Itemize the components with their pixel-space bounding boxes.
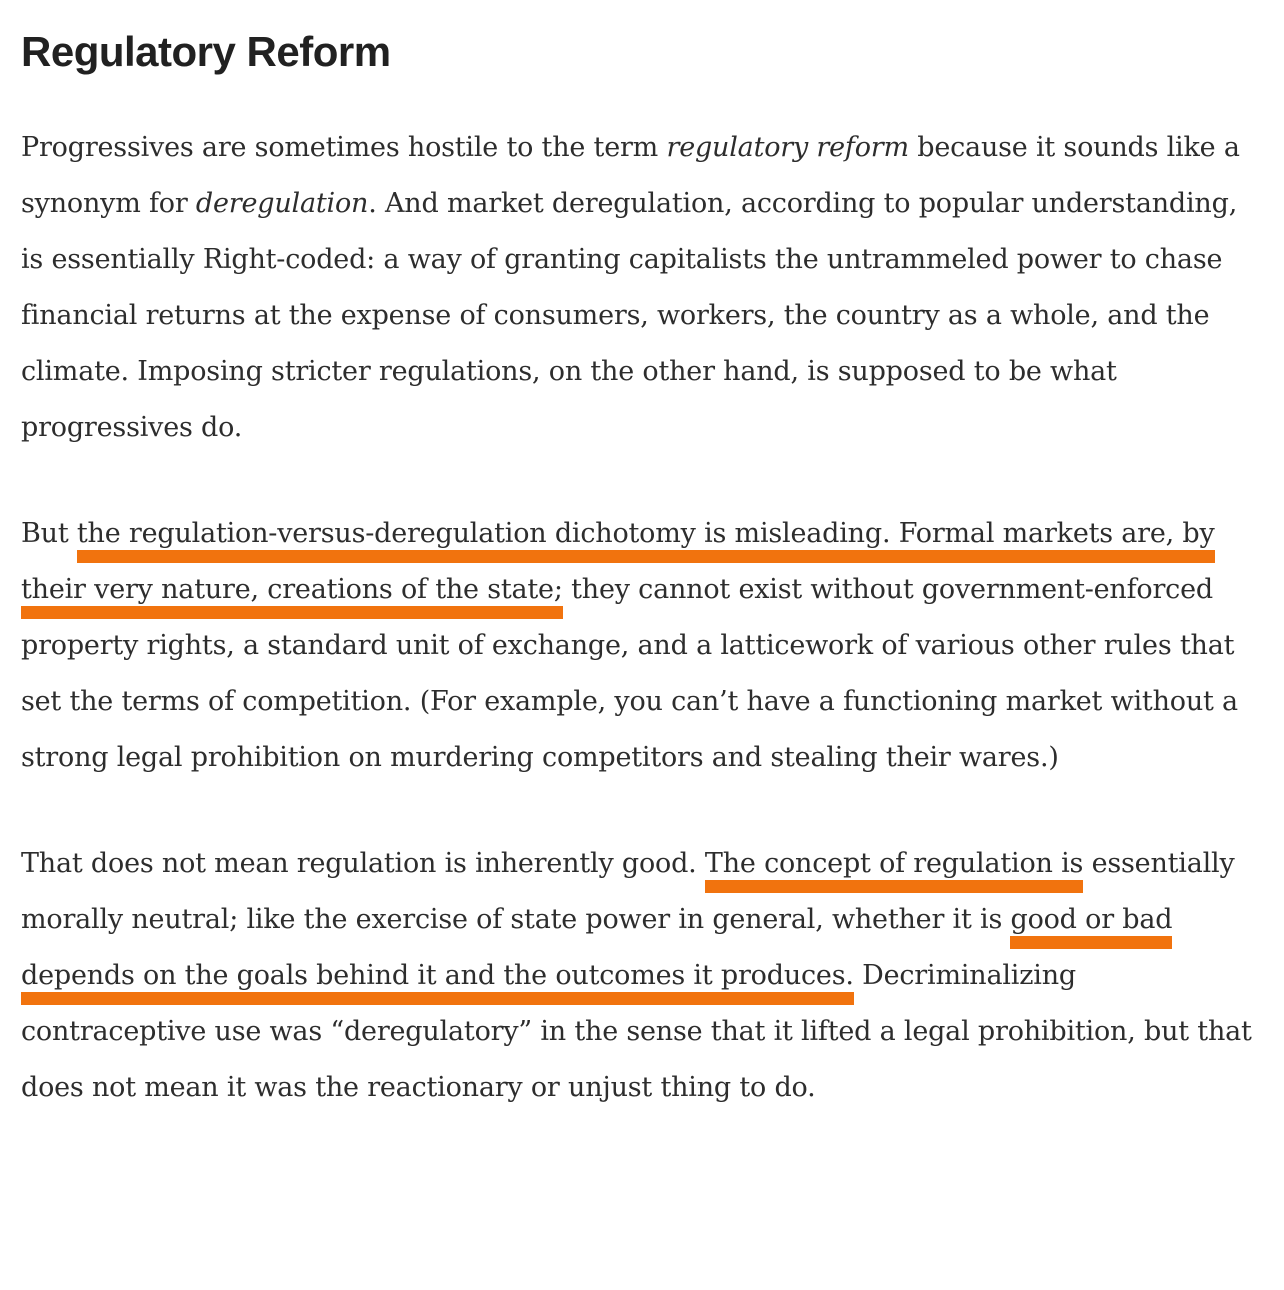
text-segment: essentially morally neutral; like the exercise of state power in general, whether it is bbox=[21, 848, 1235, 936]
italic-term-regulatory-reform: regulatory reform bbox=[666, 132, 909, 164]
text-segment: Progressives are sometimes hostile to the term bbox=[21, 132, 667, 164]
italic-term-deregulation: deregulation bbox=[195, 188, 369, 220]
text-segment: But bbox=[21, 518, 77, 550]
text-segment: Decriminalizing contraceptive use was “deregulatory” in the sense that it lifted a legal prohibition, but that does not mean it was the reactionary or unjust thing to do. bbox=[21, 960, 1252, 1104]
article-body bbox=[21, 120, 1260, 1116]
highlight-underline: the regulation-versus-deregulation dichotomy is misleading. Formal markets are, by their very nature, creations of the state; bbox=[21, 518, 1215, 619]
text-segment: . And market deregulation, according to popular understanding, is essentially Right-coded: a way of granting capitalists the untrammeled power to chase financial returns at the expense of consumers, workers, the country as a whole, and the climate. Imposing stricter regulations, on the other hand, is supposed to be what progressives do. bbox=[21, 188, 1238, 444]
paragraph-3 bbox=[21, 836, 1255, 1116]
paragraph-2 bbox=[21, 506, 1255, 786]
highlight-underline: good or bad depends on the goals behind it and the outcomes it produces. bbox=[21, 904, 1172, 1005]
page-title: Regulatory Reform bbox=[21, 28, 391, 75]
text-segment: That does not mean regulation is inherently good. bbox=[21, 848, 705, 880]
paragraph-1 bbox=[21, 120, 1255, 456]
highlight-underline: The concept of regulation is bbox=[705, 848, 1083, 893]
text-segment: because it sounds like a synonym for bbox=[21, 132, 1240, 220]
text-segment: they cannot exist without government-enforced property rights, a standard unit of exchange, and a latticework of various other rules that set the terms of competition. (For example, you can’t have a functioning market without a strong legal prohibition on murdering competitors and stealing their wares.) bbox=[21, 574, 1238, 774]
